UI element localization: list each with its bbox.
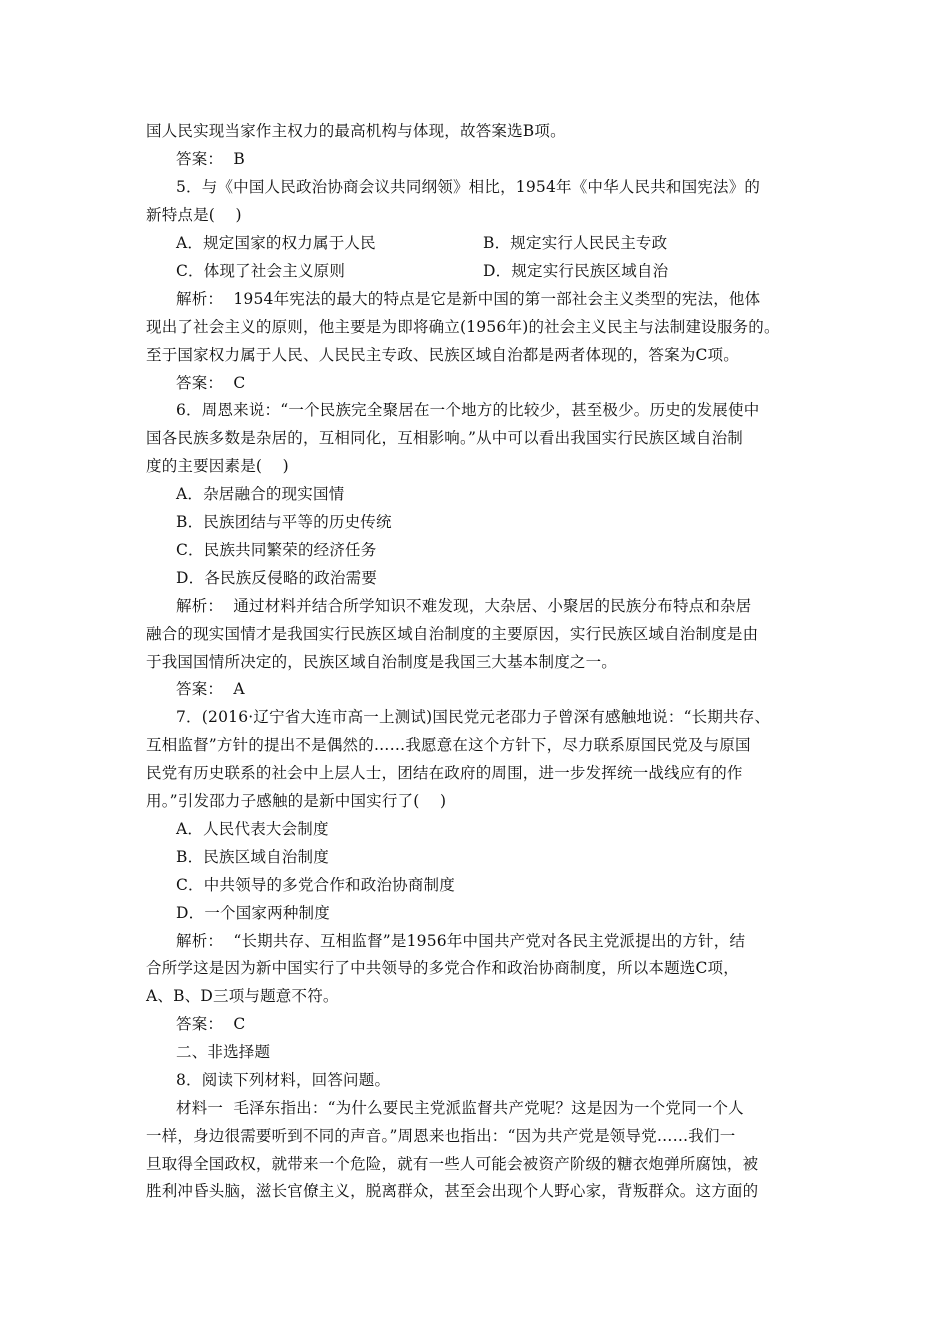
text-line: 国人民实现当家作主权力的最高机构与体现，故答案选B项。: [146, 122, 566, 140]
question-5-stem: 5．与《中国人民政治协商会议共同纲领》相比，1954年《中华人民共和国宪法》的: [176, 178, 761, 196]
text-line: 一样，身边很需要听到不同的声音。”周恩来也指出：“因为共产党是领导党……我们一: [146, 1127, 736, 1145]
option-b: B．规定实行人民民主专政: [483, 234, 668, 252]
answer-line: 答案： A: [176, 680, 245, 698]
text-line: A、B、D三项与题意不符。: [146, 987, 339, 1005]
analysis-line: 解析： 通过材料并结合所学知识不难发现，大杂居、小聚居的民族分布特点和杂居: [176, 597, 752, 615]
text-line: 民党有历史联系的社会中上层人士，团结在政府的周围，进一步发挥统一战线应有的作: [146, 764, 743, 782]
text-line: 于我国国情所决定的，民族区域自治制度是我国三大基本制度之一。: [146, 653, 618, 671]
text-line: 合所学这是因为新中国实行了中共领导的多党合作和政治协商制度，所以本题选C项，: [146, 959, 739, 977]
option-c: C．中共领导的多党合作和政治协商制度: [176, 876, 455, 894]
option-d: D．一个国家两种制度: [176, 904, 330, 922]
question-5-stem-cont: 新特点是( ): [146, 206, 242, 224]
answer-line: 答案： C: [176, 1015, 246, 1033]
option-a: A．人民代表大会制度: [176, 820, 329, 838]
question-8-stem: 8．阅读下列材料，回答问题。: [176, 1071, 391, 1089]
answer-line: 答案： B: [176, 150, 245, 168]
option-a: A．规定国家的权力属于人民: [176, 234, 376, 252]
analysis-line: 解析： 1954年宪法的最大的特点是它是新中国的第一部社会主义类型的宪法，他体: [176, 290, 761, 308]
option-a: A．杂居融合的现实国情: [176, 485, 345, 503]
text-line: 现出了社会主义的原则，他主要是为即将确立(1956年)的社会主义民主与法制建设服务的。: [146, 318, 780, 336]
question-7-stem: 7．(2016·辽宁省大连市高一上测试)国民党元老邵力子曾深有感触地说：“长期共存、: [176, 708, 771, 726]
answer-line: 答案： C: [176, 374, 246, 392]
text-line: 旦取得全国政权，就带来一个危险，就有一些人可能会被资产阶级的糖衣炮弹所腐蚀，被: [146, 1155, 759, 1173]
material-1-line: 材料一 毛泽东指出：“为什么要民主党派监督共产党呢？这是因为一个党同一个人: [176, 1099, 744, 1117]
text-line: 至于国家权力属于人民、人民民主专政、民族区域自治都是两者体现的，答案为C项。: [146, 346, 739, 364]
text-line: 用。”引发邵力子感触的是新中国实行了( ): [146, 792, 447, 810]
analysis-line: 解析： “长期共存、互相监督”是1956年中国共产党对各民主党派提出的方针，结: [176, 932, 746, 950]
text-line: 国各民族多数是杂居的，互相同化，互相影响。”从中可以看出我国实行民族区域自治制: [146, 429, 743, 447]
option-b: B．民族团结与平等的历史传统: [176, 513, 392, 531]
section-heading: 二、非选择题: [176, 1043, 271, 1061]
question-6-stem: 6．周恩来说：“一个民族完全聚居在一个地方的比较少，甚至极少。历史的发展使中: [176, 401, 760, 419]
text-line: 胜利冲昏头脑，滋长官僚主义，脱离群众，甚至会出现个人野心家，背叛群众。这方面的: [146, 1182, 759, 1200]
option-d: D．规定实行民族区域自治: [483, 262, 669, 280]
text-line: 度的主要因素是( ): [146, 457, 289, 475]
option-b: B．民族区域自治制度: [176, 848, 329, 866]
option-d: D．各民族反侵略的政治需要: [176, 569, 378, 587]
text-line: 融合的现实国情才是我国实行民族区域自治制度的主要原因，实行民族区域自治制度是由: [146, 625, 759, 643]
option-c: C．体现了社会主义原则: [176, 262, 346, 280]
text-line: 互相监督”方针的提出不是偶然的……我愿意在这个方针下，尽力联系原国民党及与原国: [146, 736, 751, 754]
option-c: C．民族共同繁荣的经济任务: [176, 541, 377, 559]
